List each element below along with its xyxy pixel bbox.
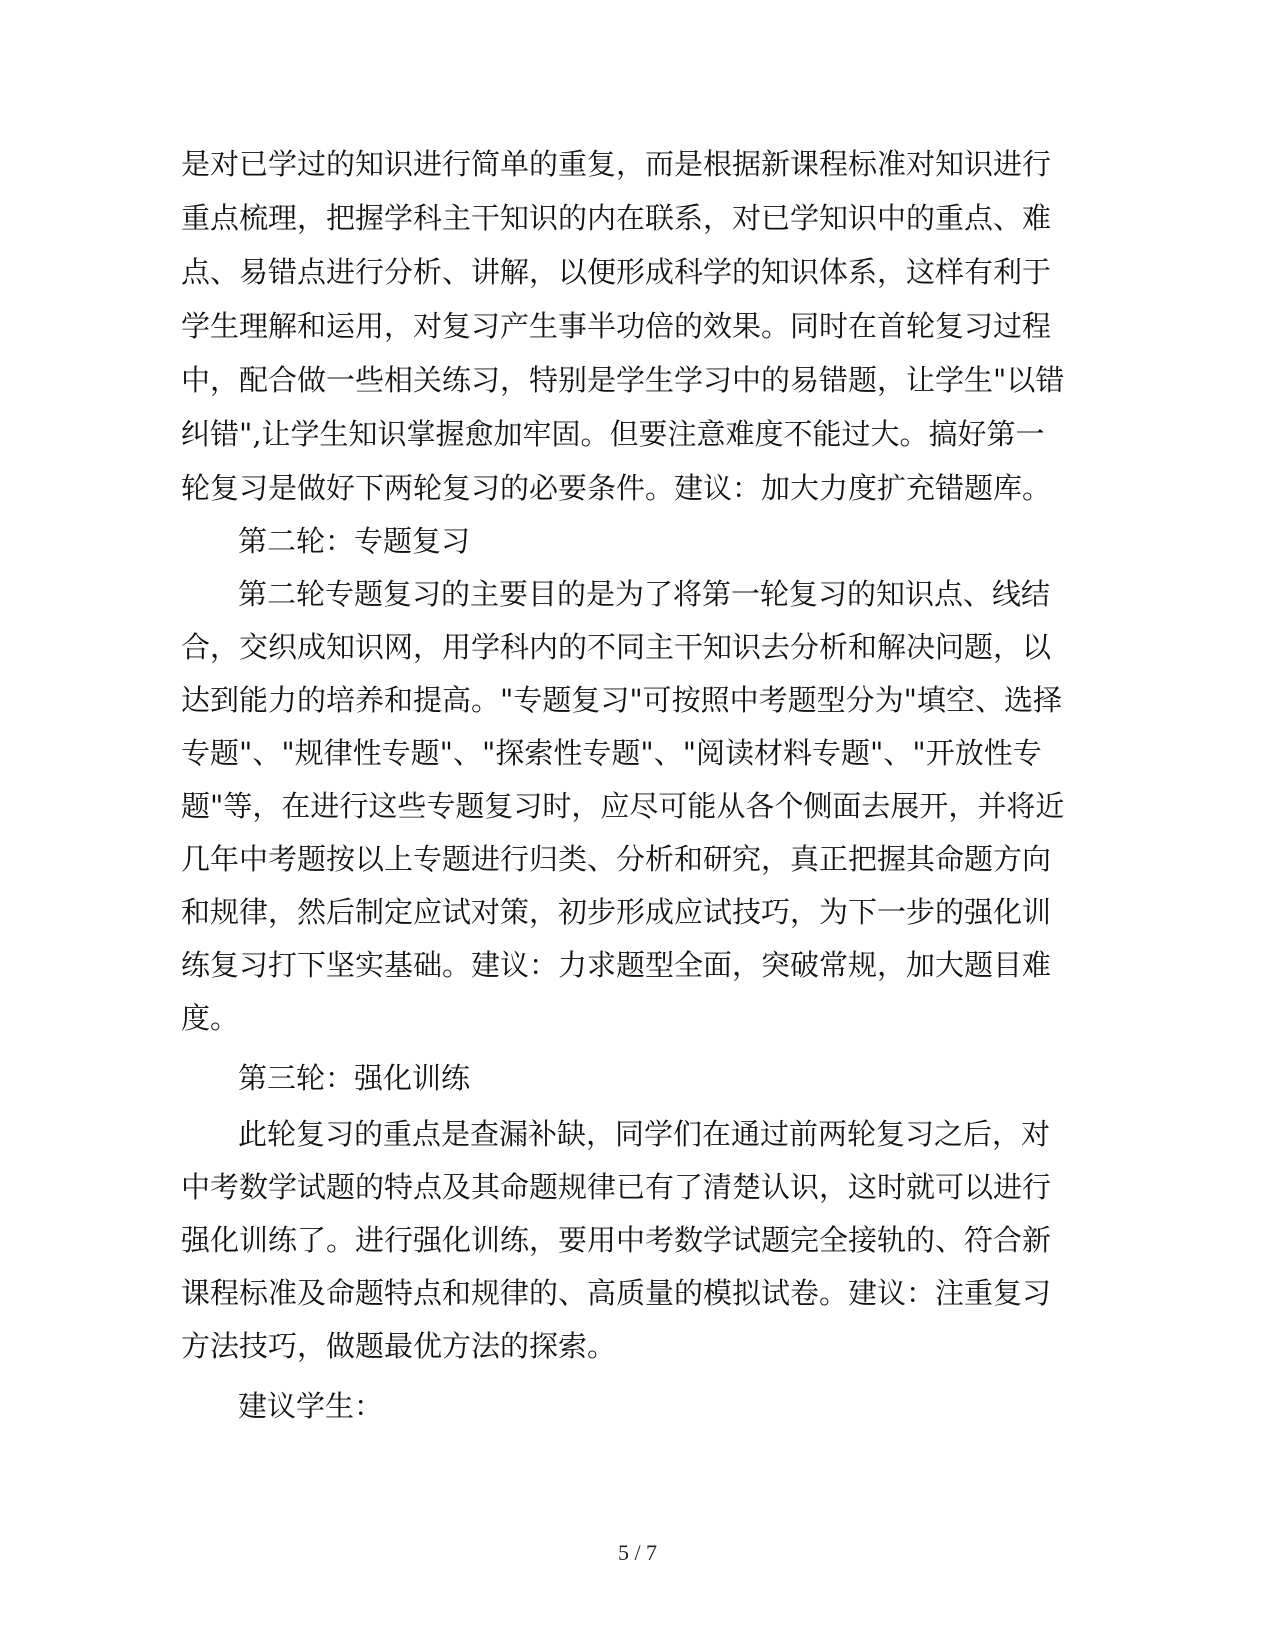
text-line xyxy=(0,353,1275,407)
page-number: 5 / 7 xyxy=(617,1540,658,1565)
text-line-content: 学生理解和运用，对复习产生事半功倍的效果。同时在首轮复习过程 xyxy=(181,309,1052,343)
text-line xyxy=(0,779,1275,833)
text-line xyxy=(0,461,1275,515)
text-line-content: 强化训练了。进行强化训练，要用中考数学试题完全接轨的、符合新 xyxy=(181,1223,1052,1257)
text-line xyxy=(0,1160,1275,1214)
text-line-content: 和规律，然后制定应试对策，初步形成应试技巧，为下一步的强化训 xyxy=(181,895,1052,929)
text-line xyxy=(0,991,1275,1045)
text-line-content: 方法技巧，做题最优方法的探索。 xyxy=(181,1329,617,1363)
text-line-content: 达到能力的培养和提高。"专题复习"可按照中考题型分为"填空、选择 xyxy=(181,683,1063,717)
text-line-content: 几年中考题按以上专题进行归类、分析和研究，真正把握其命题方向 xyxy=(181,842,1052,876)
text-line-content: 此轮复习的重点是查漏补缺，同学们在通过前两轮复习之后，对 xyxy=(238,1117,1051,1151)
section-heading xyxy=(0,514,1275,568)
text-line-content: 是对已学过的知识进行简单的重复，而是根据新课程标准对知识进行 xyxy=(181,147,1052,181)
text-line-content: 课程标准及命题特点和规律的、高质量的模拟试卷。建议：注重复习 xyxy=(181,1276,1052,1310)
text-line xyxy=(0,832,1275,886)
text-line xyxy=(0,620,1275,674)
text-line xyxy=(0,1213,1275,1267)
text-line-content: 中，配合做一些相关练习，特别是学生学习中的易错题，让学生"以错 xyxy=(181,363,1065,397)
text-line xyxy=(0,137,1275,191)
text-line-content: 合，交织成知识网，用学科内的不同主干知识去分析和解决问题，以 xyxy=(181,630,1052,664)
section-heading-text: 第三轮：强化训练 xyxy=(238,1061,471,1095)
text-line-content: 练复习打下坚实基础。建议：力求题型全面，突破常规，加大题目难 xyxy=(181,948,1052,982)
text-line xyxy=(0,567,1275,621)
section-heading-text: 第二轮：专题复习 xyxy=(238,524,471,558)
section-heading xyxy=(0,1051,1275,1105)
text-line-content: 纠错",让学生知识掌握愈加牢固。但要注意难度不能过大。搞好第一 xyxy=(181,417,1045,451)
text-line-content: 重点梳理，把握学科主干知识的内在联系，对已学知识中的重点、难 xyxy=(181,201,1052,235)
text-line-content: 第二轮专题复习的主要目的是为了将第一轮复习的知识点、线结 xyxy=(238,577,1051,611)
text-line-content: 度。 xyxy=(181,1001,240,1035)
text-line xyxy=(0,938,1275,992)
section-heading-text: 建议学生： xyxy=(238,1389,384,1423)
text-line xyxy=(0,245,1275,299)
text-line xyxy=(0,1266,1275,1320)
text-line xyxy=(0,407,1275,461)
text-line-content: 中考数学试题的特点及其命题规律已有了清楚认识，这时就可以进行 xyxy=(181,1170,1052,1204)
text-line xyxy=(0,1107,1275,1161)
text-line-content: 轮复习是做好下两轮复习的必要条件。建议：加大力度扩充错题库。 xyxy=(181,471,1052,505)
text-line xyxy=(0,726,1275,780)
text-line xyxy=(0,299,1275,353)
text-line-content: 题"等，在进行这些专题复习时，应尽可能从各个侧面去展开，并将近 xyxy=(181,789,1065,823)
text-line xyxy=(0,885,1275,939)
text-line xyxy=(0,1319,1275,1373)
text-line-content: 专题"、"规律性专题"、"探索性专题"、"阅读材料专题"、"开放性专 xyxy=(181,736,1042,770)
text-line-content: 点、易错点进行分析、讲解，以便形成科学的知识体系，这样有利于 xyxy=(181,255,1052,289)
text-line xyxy=(0,191,1275,245)
text-line xyxy=(0,673,1275,727)
section-heading xyxy=(0,1379,1275,1433)
